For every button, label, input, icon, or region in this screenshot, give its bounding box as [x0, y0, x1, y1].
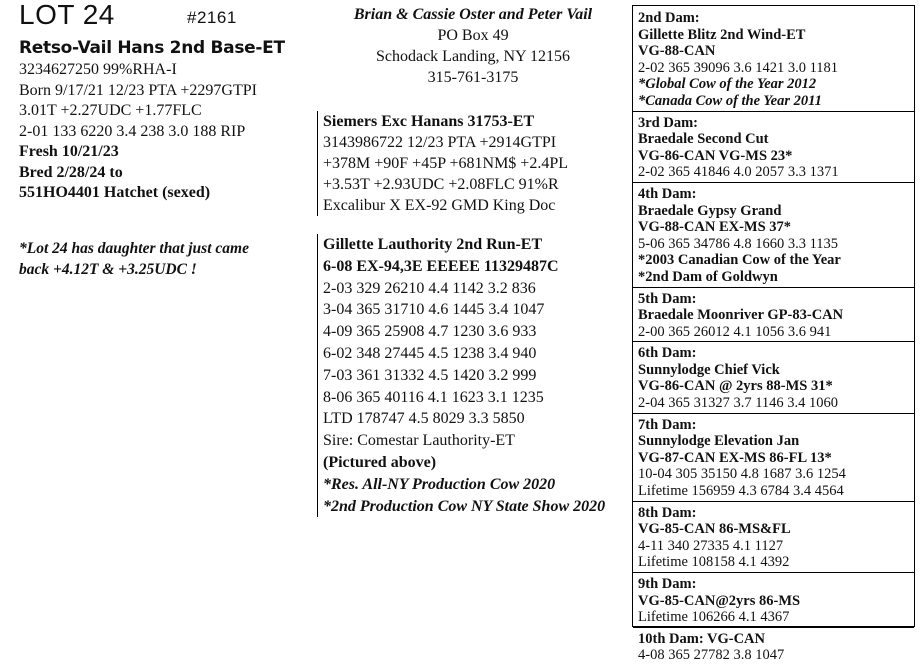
sire-dam-info	[317, 0, 629, 517]
dam-class: VG-88-CAN EX-MS 37*	[638, 219, 792, 236]
dam-label: 3rd Dam:	[638, 114, 699, 131]
dam-record: LTD 178747 4.5 8029 3.3 5850	[323, 410, 525, 428]
dam-label: 9th Dam:	[638, 576, 697, 592]
dam-name: Gillette Lauthority 2nd Run-ET	[323, 236, 543, 253]
dam-label: 6th Dam:	[638, 345, 697, 362]
record-line: 2-01 133 6220 3.4 238 3.0 188 RIP	[19, 122, 246, 140]
owner-name: Brian & Cassie Oster and Peter Vail	[353, 6, 593, 23]
dam-record: 5-06 365 34786 4.8 1660 3.3 1135	[638, 235, 839, 252]
dam-class: VG-86-CAN @ 2yrs 88-MS 31*	[638, 378, 833, 395]
dam-record: 2-04 365 31327 3.7 1146 3.4 1060	[638, 395, 839, 412]
dam-record: 2-02 365 41846 4.0 2057 3.3 1371	[638, 164, 839, 181]
dam-record: 2-03 329 26210 4.4 1142 3.2 836	[323, 279, 536, 297]
dam-honor: *Canada Cow of the Year 2011	[638, 92, 822, 109]
dam-lifetime: Lifetime 106266 4.1 4367	[638, 609, 790, 626]
note-line: *Lot 24 has daughter that just came	[19, 239, 249, 257]
cow-details	[19, 60, 311, 204]
dam-record: 4-08 365 27782 3.8 1047	[638, 647, 785, 664]
owner-block	[317, 0, 629, 88]
dam-label: 4th Dam:	[638, 185, 697, 202]
sire-line: +378M +90F +45P +681NM$ +2.4PL	[323, 155, 568, 172]
sire-block	[317, 111, 629, 216]
dam-honor: *2nd Production Cow NY State Show 2020	[323, 497, 606, 515]
pedigree-entry	[633, 345, 914, 413]
dam-record: 4-09 365 25908 4.7 1230 3.6 933	[323, 323, 537, 341]
pedigree-entry	[633, 10, 914, 112]
sire-line: Excalibur X EX-92 GMD King Doc	[323, 197, 556, 214]
dam-label: 7th Dam:	[638, 416, 697, 433]
dam-honor: *2003 Canadian Cow of the Year	[638, 252, 841, 269]
dam-honor: *Global Cow of the Year 2012	[638, 76, 817, 93]
dam-honor: *2nd Dam of Goldwyn	[638, 268, 778, 285]
bred-line: Bred 2/28/24 to	[19, 163, 123, 181]
dam-lifetime: Lifetime 108158 4.1 4392	[638, 554, 790, 571]
dam-class: VG-85-CAN@2yrs 86-MS	[638, 592, 801, 609]
dam-label: 2nd Dam:	[638, 10, 700, 26]
dam-record: 8-06 365 40116 4.1 1623 3.1 1235	[323, 388, 544, 406]
pedigree-box	[632, 5, 915, 664]
dam-class: VG-85-CAN 86-MS&FL	[638, 521, 791, 538]
dam-class: VG-86-CAN VG-MS 23*	[638, 147, 793, 164]
dam-name: Braedale Moonriver GP-83-CAN	[638, 307, 844, 324]
dam-sire: Sire: Comestar Lauthority-ET	[323, 432, 515, 450]
pedigree-entry	[633, 631, 914, 665]
dam-name: Braedale Second Cut	[638, 131, 769, 148]
registration-line: 3234627250 99%RHA-I	[19, 61, 177, 78]
dam-record: 2-00 365 26012 4.1 1056 3.6 941	[638, 323, 832, 340]
lot-number: #2161	[187, 8, 237, 27]
pedigree-entry	[633, 576, 914, 628]
service-sire-line: 551HO4401 Hatchet (sexed)	[19, 184, 211, 201]
dam-name: Braedale Gypsy Grand	[638, 202, 782, 219]
lot-header	[19, 0, 311, 36]
pedigree-entry	[633, 505, 914, 573]
lot-label: LOT 24	[19, 0, 115, 30]
dam-record: 3-04 365 31710 4.6 1445 3.4 1047	[323, 301, 545, 319]
dam-label: 10th Dam: VG-CAN	[638, 630, 766, 647]
dam-name: Gillette Blitz 2nd Wind-ET	[638, 26, 806, 43]
dam-record: 7-03 361 31332 4.5 1420 3.2 999	[323, 366, 537, 384]
fresh-line: Fresh 10/21/23	[19, 143, 119, 160]
sire-line: +3.53T +2.93UDC +2.08FLC 91%R	[323, 176, 559, 193]
dam-name: Sunnylodge Elevation Jan	[638, 433, 800, 450]
dam-class: VG-88-CAN	[638, 43, 716, 60]
dam-honor: *Res. All-NY Production Cow 2020	[323, 475, 556, 493]
dam-block	[317, 234, 629, 517]
lot-info	[19, 0, 311, 280]
pedigree-entry	[633, 291, 914, 343]
pictured-note: (Pictured above)	[323, 453, 437, 471]
sire-name: Siemers Exc Hanans 31753-ET	[323, 113, 535, 130]
dam-record: 10-04 305 35150 4.8 1687 3.6 1254	[638, 466, 846, 483]
owner-city: Schodack Landing, NY 12156	[375, 48, 571, 65]
dam-class: VG-87-CAN EX-MS 86-FL 13*	[638, 449, 832, 466]
pedigree-entry	[633, 417, 914, 502]
dam-record: 2-02 365 39096 3.6 1421 3.0 1181	[638, 59, 839, 76]
dam-record: 6-02 348 27445 4.5 1238 3.4 940	[323, 344, 537, 362]
dam-label: 8th Dam:	[638, 504, 697, 521]
owner-address: PO Box 49	[437, 27, 509, 44]
born-pta-line: Born 9/17/21 12/23 PTA +2297GTPI	[19, 81, 257, 99]
cow-name: Retso-Vail Hans 2nd Base-ET	[19, 38, 285, 58]
owner-phone: 315-761-3175	[427, 69, 519, 86]
sire-line: 3143986722 12/23 PTA +2914GTPI	[323, 134, 557, 151]
dam-classification: 6-08 EX-94,3E EEEEE 11329487C	[323, 257, 559, 275]
dam-name: Sunnylodge Chief Vick	[638, 361, 780, 378]
pedigree-entry	[633, 115, 914, 183]
dam-record: 4-11 340 27335 4.1 1127	[638, 537, 784, 554]
type-line: 3.01T +2.27UDC +1.77FLC	[19, 102, 202, 119]
pedigree-entry	[633, 186, 914, 288]
dam-label: 5th Dam:	[638, 290, 697, 307]
dam-lifetime: Lifetime 156959 4.3 6784 3.4 4564	[638, 483, 844, 500]
lot-note	[19, 238, 311, 280]
note-line: back +4.12T & +3.25UDC !	[19, 260, 197, 278]
